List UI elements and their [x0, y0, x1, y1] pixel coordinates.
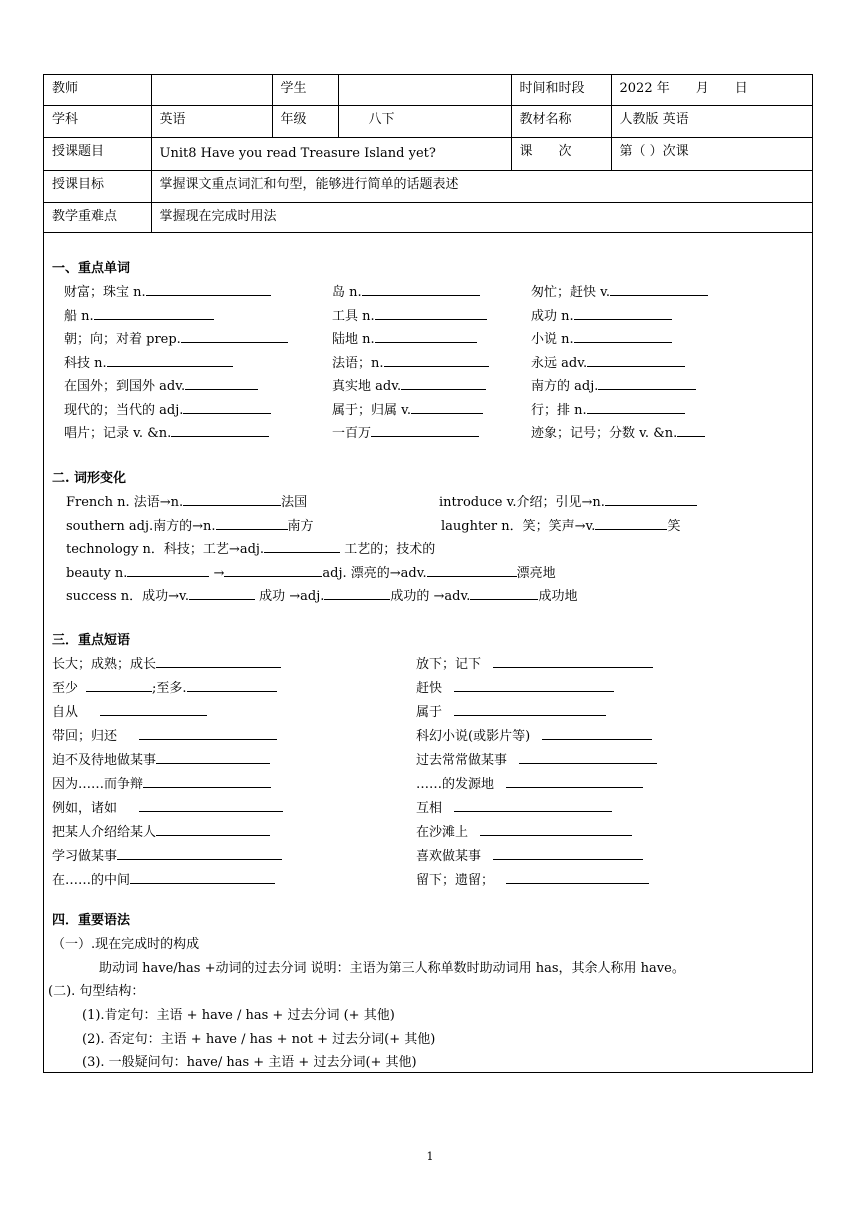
- phrase-item: [416, 821, 632, 840]
- vocab-item: [531, 375, 696, 394]
- vocab-item: [64, 352, 233, 371]
- vocab-prompt: 朝；向；对着 prep.: [64, 332, 181, 347]
- session-label: 课 次: [511, 137, 611, 170]
- answer-blank[interactable]: [100, 702, 207, 716]
- grammar-line-5: (2). 否定句：主语 + have / has + not + 过去分词(+ 其他): [82, 1032, 436, 1047]
- grammar-line-3: (二). 句型结构：: [48, 984, 145, 999]
- vocab-prompt: 属于；归属 v.: [332, 402, 412, 418]
- grammar-line-2: 助动词 have/has +动词的过去分词 说明：主语为第三人称单数时助动词用 has，其余人称用 have。: [99, 961, 685, 976]
- lesson-plan-page: [43, 74, 813, 1073]
- phrase-item: [52, 653, 281, 672]
- phrase-prompt: 学习做某事: [52, 849, 118, 864]
- topic-label: 授课题目: [44, 137, 151, 170]
- vocab-item: [531, 328, 672, 347]
- vocab-prompt: 法语；n.: [332, 355, 384, 371]
- phrase-item: [52, 821, 270, 840]
- phrase-prompt: 科幻小说(或影片等): [416, 729, 531, 744]
- phrase-prompt: 自从: [52, 705, 79, 720]
- vocab-item: [531, 399, 685, 418]
- grammar-line-1: （一）.现在完成时的构成: [52, 937, 200, 952]
- answer-blank[interactable]: [324, 586, 390, 600]
- phrase-item: [416, 677, 614, 696]
- phrase-prompt: 互相: [416, 801, 443, 816]
- vocab-prompt: 财富；珠宝 n.: [64, 285, 146, 300]
- vocab-item: [64, 328, 288, 347]
- phrase-prompt: 赶快: [416, 681, 443, 696]
- vocab-prompt: 一百万: [332, 426, 372, 441]
- phrase-prompt: 迫不及待地做某事: [52, 753, 157, 768]
- answer-blank[interactable]: [493, 846, 643, 860]
- header-table: [44, 75, 812, 233]
- wordform-line-2b: laughter n．笑；笑声→v. 笑: [441, 515, 680, 534]
- topic-value: Unit8 Have you read Treasure Island yet?: [151, 137, 511, 170]
- vocab-prompt: 小说 n.: [531, 332, 574, 347]
- phrase-item: [52, 701, 207, 720]
- answer-blank[interactable]: [362, 282, 480, 296]
- vocab-item: [64, 375, 258, 394]
- vocab-prompt: 匆忙；赶快 v.: [531, 285, 611, 300]
- answer-blank[interactable]: [224, 563, 322, 577]
- vocab-item: [332, 375, 486, 394]
- vocab-prompt: 行；排 n.: [531, 402, 587, 418]
- phrase-item: [416, 725, 652, 744]
- answer-blank[interactable]: [598, 376, 696, 390]
- phrase-item: [52, 845, 282, 864]
- vocab-item: [332, 281, 480, 300]
- wordform-line-5: success n．成功→v. 成功 →adj. 成功的 →adv. 成功地: [66, 585, 577, 604]
- answer-blank[interactable]: [130, 870, 275, 884]
- phrase-prompt: 长大；成熟；成长: [52, 657, 157, 672]
- phrase-prompt: 至少: [52, 681, 79, 696]
- grammar-line-4: (1).肯定句：主语 + have / has + 过去分词 (+ 其他): [82, 1008, 395, 1023]
- subject-value: 英语: [151, 105, 272, 137]
- answer-blank[interactable]: [480, 822, 632, 836]
- vocab-item: [332, 352, 489, 371]
- textbook-label: 教材名称: [511, 105, 611, 137]
- answer-blank[interactable]: [183, 492, 281, 506]
- vocab-item: [332, 399, 483, 418]
- answer-blank[interactable]: [181, 329, 288, 343]
- vocab-prompt: 现代的；当代的 adj.: [64, 402, 184, 418]
- answer-blank[interactable]: [187, 678, 277, 692]
- vocab-prompt: 永远 adv.: [531, 355, 588, 371]
- phrase-item: [52, 725, 277, 744]
- answer-blank[interactable]: [506, 774, 643, 788]
- phrase-item: [416, 845, 643, 864]
- answer-blank[interactable]: [143, 774, 271, 788]
- vocab-item: [64, 422, 269, 441]
- phrase-item: [52, 773, 271, 792]
- answer-blank[interactable]: [401, 376, 486, 390]
- vocab-item: [531, 352, 685, 371]
- vocab-item: [531, 422, 705, 441]
- section-grammar-title: 四．重要语法: [52, 913, 131, 928]
- time-label: 时间和时段: [511, 75, 611, 105]
- answer-blank[interactable]: [587, 353, 685, 367]
- answer-blank[interactable]: [610, 282, 708, 296]
- phrase-prompt: 放下；记下: [416, 657, 482, 672]
- answer-blank[interactable]: [216, 516, 288, 530]
- answer-blank[interactable]: [156, 750, 270, 764]
- time-value: 2022 年 月 日: [611, 75, 812, 105]
- answer-blank[interactable]: [86, 678, 152, 692]
- student-label: 学生: [272, 75, 338, 105]
- phrase-prompt: 在……的中间: [52, 873, 131, 888]
- phrase-item: [416, 749, 657, 768]
- wordform-line-3: technology n．科技；工艺→adj. 工艺的；技术的: [66, 538, 435, 557]
- answer-blank[interactable]: [107, 353, 233, 367]
- phrase-item: [52, 797, 283, 816]
- key-point-value: 掌握现在完成时用法: [151, 202, 812, 232]
- key-point-label: 教学重难点: [44, 202, 151, 232]
- phrase-prompt: ……的发源地: [416, 777, 495, 792]
- phrase-item: [52, 869, 275, 888]
- phrase-prompt: 在沙滩上: [416, 825, 469, 840]
- answer-blank[interactable]: [117, 846, 282, 860]
- answer-blank[interactable]: [375, 329, 477, 343]
- answer-blank[interactable]: [384, 353, 489, 367]
- vocab-prompt: 迹象；记号；分数 v. &n.: [531, 426, 678, 441]
- answer-blank[interactable]: [156, 822, 270, 836]
- vocab-item: [531, 305, 672, 324]
- phrase-prompt: 属于: [416, 705, 443, 720]
- page-number: 1: [426, 1150, 434, 1163]
- answer-blank[interactable]: [493, 654, 653, 668]
- grade-label: 年级: [272, 105, 338, 137]
- vocab-prompt: 船 n.: [64, 308, 94, 324]
- vocab-item: [531, 281, 708, 300]
- vocab-prompt: 科技 n.: [64, 355, 107, 371]
- teacher-value[interactable]: [151, 75, 272, 105]
- answer-blank[interactable]: [454, 702, 606, 716]
- phrase-prompt: ;至多.: [152, 681, 187, 696]
- phrase-item: [52, 677, 277, 696]
- answer-blank[interactable]: [542, 726, 652, 740]
- phrase-prompt: 把某人介绍给某人: [52, 825, 157, 840]
- section-wordform-title: 二. 词形变化: [52, 471, 127, 486]
- vocab-item: [332, 305, 487, 324]
- phrase-item: [416, 773, 643, 792]
- answer-blank[interactable]: [519, 750, 657, 764]
- answer-blank[interactable]: [574, 306, 672, 320]
- section-vocab-title: 一、重点单词: [52, 261, 131, 276]
- answer-blank[interactable]: [94, 306, 214, 320]
- vocab-item: [64, 281, 271, 300]
- phrase-item: [416, 701, 606, 720]
- answer-blank[interactable]: [171, 423, 269, 437]
- answer-blank[interactable]: [587, 400, 685, 414]
- answer-blank[interactable]: [139, 726, 277, 740]
- phrase-prompt: 过去常常做某事: [416, 753, 508, 768]
- objective-label: 授课目标: [44, 170, 151, 202]
- answer-blank[interactable]: [185, 376, 258, 390]
- student-value[interactable]: [338, 75, 511, 105]
- vocab-prompt: 在国外；到国外 adv.: [64, 379, 186, 394]
- vocab-item: [332, 422, 479, 441]
- answer-blank[interactable]: [375, 306, 487, 320]
- vocab-item: [64, 305, 214, 324]
- subject-label: 学科: [44, 105, 151, 137]
- teacher-label: 教师: [44, 75, 151, 105]
- vocab-prompt: 真实地 adv.: [332, 379, 402, 394]
- vocab-prompt: 南方的 adj.: [531, 379, 599, 394]
- vocab-prompt: 唱片；记录 v. &n.: [64, 426, 172, 441]
- answer-blank[interactable]: [595, 516, 667, 530]
- wordform-line-1: French n. 法语→n. 法国: [66, 491, 307, 510]
- phrase-prompt: 带回；归还: [52, 729, 118, 744]
- phrase-item: [416, 797, 612, 816]
- textbook-value: 人教版 英语: [611, 105, 812, 137]
- answer-blank[interactable]: [506, 870, 649, 884]
- answer-blank[interactable]: [454, 678, 614, 692]
- answer-blank[interactable]: [411, 400, 483, 414]
- phrase-prompt: 例如，诸如: [52, 801, 118, 816]
- grammar-line-6: (3). 一般疑问句：have/ has + 主语 + 过去分词(+ 其他): [82, 1055, 417, 1070]
- grade-value: 八下: [338, 105, 511, 137]
- wordform-line-1b: introduce v.介绍；引见→n.: [439, 491, 697, 510]
- phrase-prompt: 喜欢做某事: [416, 849, 482, 864]
- vocab-item: [332, 328, 477, 347]
- answer-blank[interactable]: [427, 563, 517, 577]
- vocab-prompt: 成功 n.: [531, 308, 574, 324]
- answer-blank[interactable]: [189, 586, 255, 600]
- answer-blank[interactable]: [371, 423, 479, 437]
- answer-blank[interactable]: [146, 282, 271, 296]
- answer-blank[interactable]: [183, 400, 271, 414]
- vocab-prompt: 工具 n.: [332, 308, 375, 324]
- answer-blank[interactable]: [139, 798, 283, 812]
- answer-blank[interactable]: [605, 492, 697, 506]
- session-value: 第（ ）次课: [611, 137, 812, 170]
- vocab-prompt: 岛 n.: [332, 285, 362, 300]
- answer-blank[interactable]: [264, 539, 340, 553]
- phrase-item: [416, 653, 653, 672]
- phrase-item: [52, 749, 270, 768]
- vocab-prompt: 陆地 n.: [332, 332, 375, 347]
- answer-blank[interactable]: [470, 586, 538, 600]
- phrase-prompt: 留下；遗留；: [416, 873, 495, 888]
- answer-blank[interactable]: [127, 563, 209, 577]
- objective-value: 掌握课文重点词汇和句型，能够进行简单的话题表述: [151, 170, 812, 202]
- wordform-line-4: beauty n. → adj. 漂亮的→adv. 漂亮地: [66, 562, 556, 581]
- phrase-prompt: 因为……而争辩: [52, 777, 144, 792]
- phrase-item: [416, 869, 649, 888]
- answer-blank[interactable]: [574, 329, 672, 343]
- wordform-line-2: southern adj.南方的→n. 南方: [66, 515, 314, 534]
- answer-blank[interactable]: [156, 654, 281, 668]
- vocab-item: [64, 399, 271, 418]
- section-phrases-title: 三．重点短语: [52, 633, 131, 648]
- answer-blank[interactable]: [454, 798, 612, 812]
- answer-blank[interactable]: [677, 423, 705, 437]
